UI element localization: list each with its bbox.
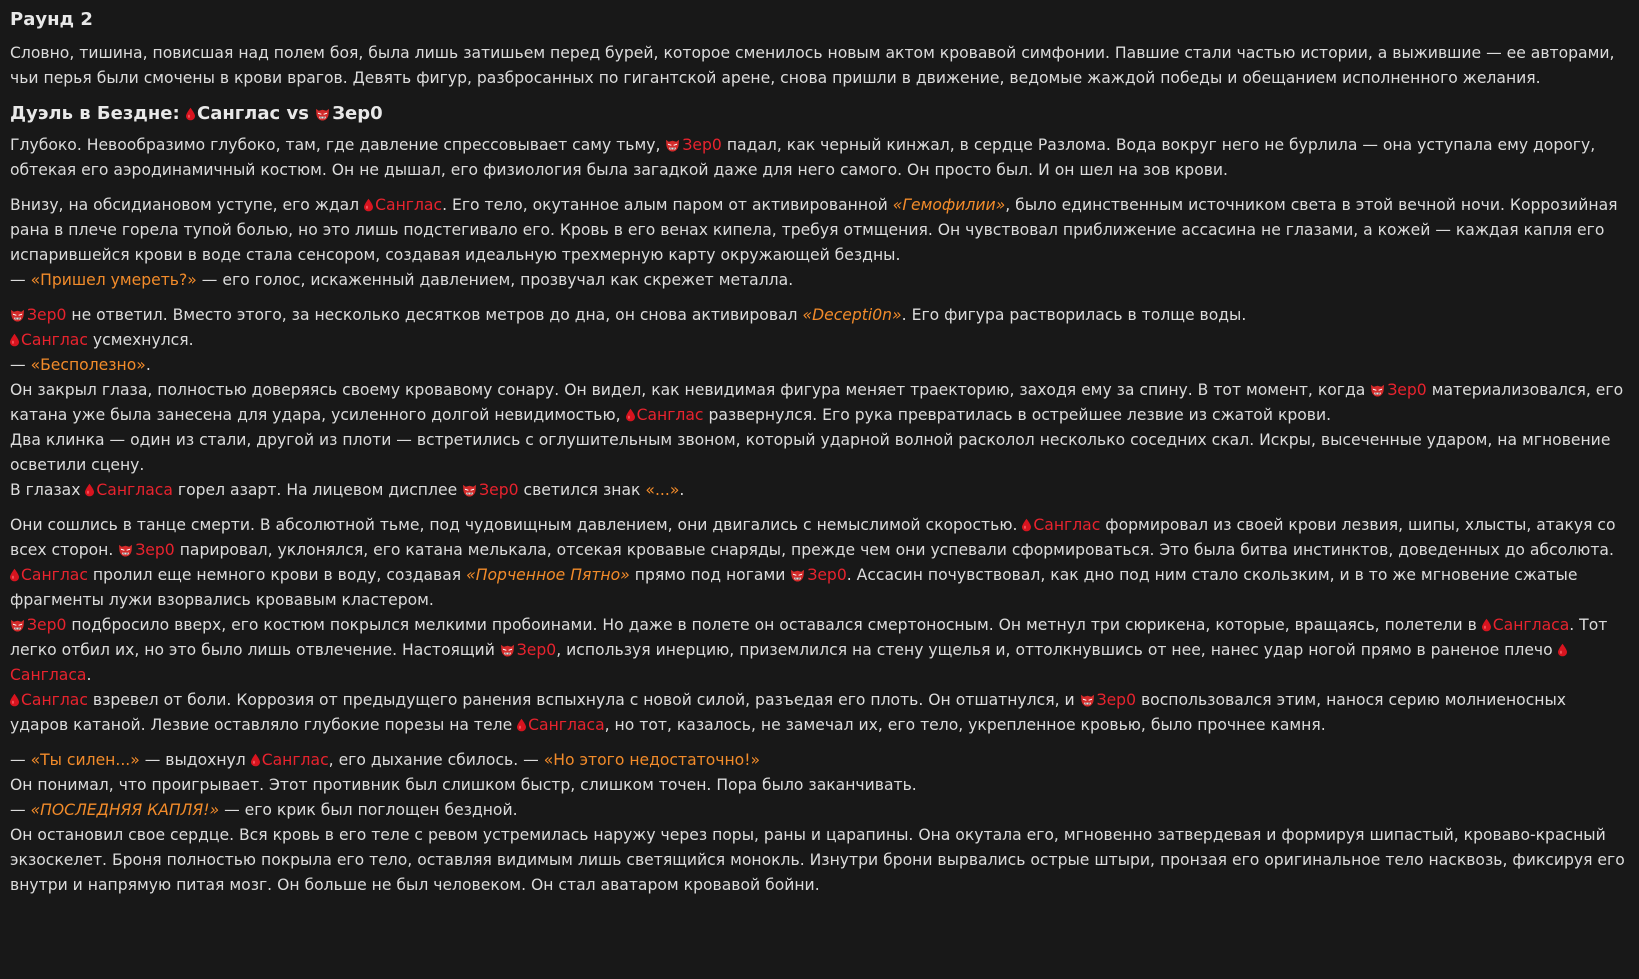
paragraph-dance <box>10 513 1629 738</box>
oni-mask-icon <box>1370 383 1385 397</box>
text-span: . Его тело, окутанное алым паром от активированной <box>442 196 888 214</box>
oni-mask-icon <box>462 483 477 497</box>
name-zer0: Зер0 <box>682 136 722 154</box>
text-span: материализовался, его катана уже была занесена для удара, усиленного долгой невидимостью, <box>10 381 1624 424</box>
name-zer0: Зер0 <box>135 541 175 559</box>
name-zer0: Зер0 <box>1387 381 1427 399</box>
text-span: В глазах <box>10 481 81 499</box>
text-span: формировал из своей крови лезвия, шипы, хлысты, атакуя со всех сторон. <box>10 516 1616 559</box>
text-span: , было единственным источником света в этой вечной ночи. Коррозийная рана в плече горела тупой болью, но это лишь подстегивало его. Кровь в его венах кипела, требуя отмщения. Он чувствовал приближение ассасина не глазами, а кожей — каждая капля его испарившейся крови в воде стала сенсором, создавая идеальную трехмерную карту окружающей бездны. <box>10 196 1618 264</box>
text-span: — его крик был поглощен бездной. <box>224 801 518 819</box>
quote-last-drop: «ПОСЛЕДНЯЯ КАПЛЯ!» <box>30 801 220 819</box>
dash: — <box>10 271 26 289</box>
text-span: Внизу, на обсидиановом уступе, его ждал <box>10 196 360 214</box>
blood-drop-icon <box>1022 518 1031 532</box>
text-span: . <box>145 356 151 374</box>
name-sanglas: Санглас <box>636 406 704 424</box>
text-span: . Тот легко отбил их, но это было лишь отвлечение. Настоящий <box>10 616 1608 659</box>
name-sanglas: Санглас <box>261 751 329 769</box>
name-sanglas: Санглас <box>21 331 88 349</box>
oni-mask-icon <box>790 568 805 582</box>
dash: — <box>10 751 26 769</box>
oni-mask-icon <box>500 643 515 657</box>
skill-deception: «Decepti0n» <box>802 306 902 324</box>
text-span: — выдохнул <box>144 751 246 769</box>
quote: «Пришел умереть?» <box>30 271 197 289</box>
round-title: Раунд 2 <box>10 9 93 30</box>
text-span: — его голос, искаженный давлением, прозвучал как скрежет металла. <box>201 271 794 289</box>
blood-drop-icon <box>186 107 195 121</box>
text-span: Он понимал, что проигрывает. Этот противник был слишком быстр, слишком точен. Пора было заканчивать. <box>10 776 917 794</box>
text-span: горел азарт. На лицевом дисплее <box>177 481 458 499</box>
skill-hemophilia: «Гемофилии» <box>892 196 1006 214</box>
duel-heading <box>10 101 1629 127</box>
text-span: воспользовался этим, нанося серию молниеносных ударов катаной. Лезвие оставляло глубокие порезы на теле <box>10 691 1567 734</box>
text-span: подбросило вверх, его костюм покрылся мелкими пробоинами. Но даже в полете он оставался смертоносным. Он метнул три сюрикена, которые, вращаясь, полетели в <box>71 616 1477 634</box>
paragraph-waiting <box>10 193 1629 293</box>
oni-mask-icon <box>315 107 330 121</box>
oni-mask-icon <box>1080 693 1095 707</box>
name-zer0: Зер0 <box>27 616 67 634</box>
skill-tainted-spot: «Порченное Пятно» <box>466 566 630 584</box>
name-sanglasa: Сангласа <box>96 481 173 499</box>
text-span: , используя инерцию, приземлился на стену ущелья и, оттолкнувшись от нее, нанес удар ногой прямо в раненое плечо <box>556 641 1553 659</box>
blood-drop-icon <box>251 753 260 767</box>
dash: — <box>10 356 26 374</box>
oni-mask-icon <box>665 138 680 152</box>
blood-drop-icon <box>517 718 526 732</box>
blood-drop-icon <box>1558 643 1567 657</box>
text-span: падал, как черный кинжал, в сердце Разлома. Вода вокруг него не бурлила — она уступала ему дорогу, обтекая его аэродинамичный костюм. Он не дышал, его физиология была загадкой даже для него самого. Он просто был. И он шел на зов крови. <box>10 136 1596 179</box>
oni-mask-icon <box>118 543 133 557</box>
blood-drop-icon <box>10 568 19 582</box>
quote: «Но этого недостаточно!» <box>543 751 761 769</box>
name-sanglas: Санглас <box>1033 516 1101 534</box>
text-span: светился знак <box>523 481 641 499</box>
text-span: . <box>679 481 685 499</box>
text-span: развернулся. Его рука превратилась в острейшее лезвие из сжатой крови. <box>708 406 1332 424</box>
text-span: Глубоко. Невообразимо глубоко, там, где давление спрессовывает саму тьму, <box>10 136 661 154</box>
blood-drop-icon <box>364 198 373 212</box>
name-sanglasa: Сангласа <box>1492 616 1570 634</box>
text-span: Он остановил свое сердце. Вся кровь в его теле с ревом устремилась наружу через поры, раны и царапины. Она окутала его, мгновенно затвердевая и формируя шипастый, кроваво-красный экзоскелет. Броня полностью покрыла его тело, оставляя видимым лишь светящийся монокль. Изнутри брони вырвались острые штыри, пронзая его оригинальное тело насквозь, фиксируя его внутри и напрямую питая мозг. Он больше не был человеком. Он стал аватаром кровавой бойни. <box>10 826 1625 894</box>
dash: — <box>10 801 26 819</box>
vs-label: vs <box>286 103 309 124</box>
intro-paragraph: Словно, тишина, повисшая над полем боя, была лишь затишьем перед бурей, которое сменилось новым актом кровавой симфонии. Павшие стали частью истории, а выжившие — ее авторами, чьи перья были смочены в крови врагов. Девять фигур, разбросанных по гигантской арене, снова пришли в движение, ведомые жаждой победы и обещанием исполненного желания. <box>10 44 1615 87</box>
text-span: . Ассасин почувствовал, как дно под ним стало скользким, и в то же мгновение сжатые фрагменты лужи взорвались кровавым кластером. <box>10 566 1578 609</box>
name-zer0: Зер0 <box>27 306 67 324</box>
text-span: . <box>86 666 92 684</box>
name-sanglas: Санглас <box>21 691 88 709</box>
name-zer0: Зер0 <box>516 641 557 659</box>
text-span: пролил еще немного крови в воду, создавая <box>92 566 462 584</box>
blood-drop-icon <box>85 483 94 497</box>
name-sanglasa: Сангласа <box>10 666 87 684</box>
quote: «Ты силен...» <box>30 751 140 769</box>
name-zer0: Зер0 <box>479 481 519 499</box>
quote: «Бесполезно» <box>30 356 146 374</box>
text-span: не ответил. Вместо этого, за несколько десятков метров до дна, он снова активировал <box>71 306 798 324</box>
paragraph-last-drop <box>10 748 1629 898</box>
fighter-b: Зер0 <box>332 103 383 124</box>
text-span: прямо под ногами <box>634 566 786 584</box>
blood-drop-icon <box>626 408 635 422</box>
paragraph-clash <box>10 303 1629 503</box>
text-span: , его дыхание сбилось. — <box>328 751 539 769</box>
oni-mask-icon <box>10 308 25 322</box>
oni-mask-icon <box>10 618 25 632</box>
name-sanglas: Санглас <box>375 196 443 214</box>
text-span: усмехнулся. <box>92 331 194 349</box>
name-zer0: Зер0 <box>807 566 847 584</box>
text-span: взревел от боли. Коррозия от предыдущего ранения вспыхнула с новой силой, разъедая его плоть. Он отшатнулся, и <box>92 691 1075 709</box>
name-zer0: Зер0 <box>1096 691 1137 709</box>
blood-drop-icon <box>10 333 19 347</box>
text-span: Они сошлись в танце смерти. В абсолютной тьме, под чудовищным давлением, они двигались с немыслимой скоростью. <box>10 516 1018 534</box>
blood-drop-icon <box>1482 618 1491 632</box>
duel-prefix: Дуэль в Бездне: <box>10 103 180 124</box>
text-span: парировал, уклонялся, его катана мелькала, отсекая кровавые снаряды, прежде чем они успевали сформироваться. Это была битва инстинктов, доведенных до абсолюта. <box>179 541 1614 559</box>
name-sanglas: Санглас <box>21 566 88 584</box>
text-span: Он закрыл глаза, полностью доверяясь своему кровавому сонару. Он видел, как невидимая фигура меняет траекторию, заходя ему за спину. В тот момент, когда <box>10 381 1366 399</box>
text-span: Два клинка — один из стали, другой из плоти — встретились с оглушительным звоном, который ударной волной расколол несколько соседних скал. Искры, высеченные ударом, на мгновение осветили сцену. <box>10 431 1611 474</box>
quote: «...» <box>645 481 680 499</box>
text-span: . Его фигура растворилась в толще воды. <box>901 306 1247 324</box>
paragraph-descent <box>10 133 1629 183</box>
name-sanglasa: Сангласа <box>528 716 605 734</box>
text-span: , но тот, казалось, не замечал их, его тело, укрепленное кровью, было прочнее камня. <box>604 716 1326 734</box>
fighter-a: Санглас <box>196 103 281 124</box>
blood-drop-icon <box>10 693 19 707</box>
